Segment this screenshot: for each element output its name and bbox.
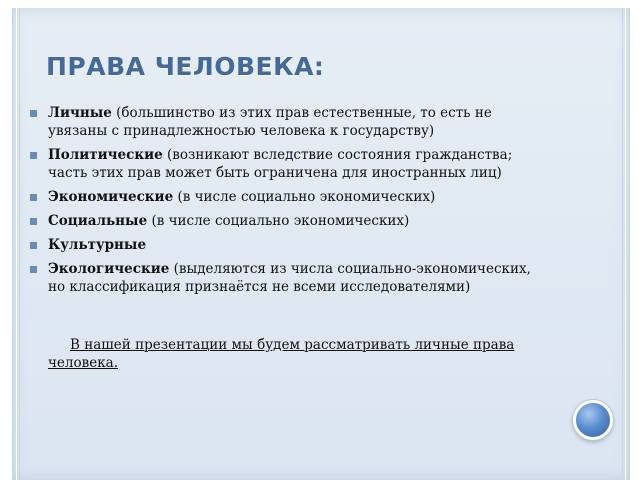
item-term: Личные — [48, 105, 112, 121]
right-border-line-inner — [622, 8, 623, 480]
presentation-note: В нашей презентации мы будем рассматривать личные права человека. — [48, 337, 515, 371]
item-desc: (выделяются из числа социально-экономических, но классификация признаётся не всеми исследователями) — [48, 261, 531, 295]
square-bullet-icon — [30, 110, 37, 117]
list-item — [30, 104, 550, 140]
item-desc: (возникают вследствие состояния гражданства; часть этих прав может быть ограничена для иностранных лиц) — [48, 147, 513, 181]
item-desc: (большинство из этих прав естественные, то есть не увязаны с принадлежностью человека к государству) — [48, 105, 492, 139]
right-border-line — [625, 8, 626, 480]
left-border-line — [16, 8, 17, 480]
list-item — [30, 260, 550, 296]
square-bullet-icon — [30, 152, 37, 159]
item-desc: (в числе социально экономических) — [173, 189, 436, 205]
item-term: Политические — [48, 147, 163, 163]
item-term: Культурные — [48, 237, 147, 253]
item-term: Социальные — [48, 213, 148, 229]
list-item — [30, 236, 550, 254]
item-term: Экономические — [48, 189, 174, 205]
item-term: Экологические — [48, 261, 170, 277]
slide-content — [30, 104, 550, 372]
square-bullet-icon — [30, 218, 37, 225]
square-bullet-icon — [30, 194, 37, 201]
square-bullet-icon — [30, 266, 37, 273]
blue-orb-icon — [573, 400, 613, 440]
item-desc: (в числе социально экономических) — [147, 213, 410, 229]
list-item — [30, 212, 550, 230]
square-bullet-icon — [30, 242, 37, 249]
list-item — [30, 188, 550, 206]
rights-list — [30, 104, 550, 296]
slide-title: ПРАВА ЧЕЛОВЕКА: — [46, 52, 325, 81]
left-border-line-inner — [19, 8, 20, 480]
list-item — [30, 146, 550, 182]
